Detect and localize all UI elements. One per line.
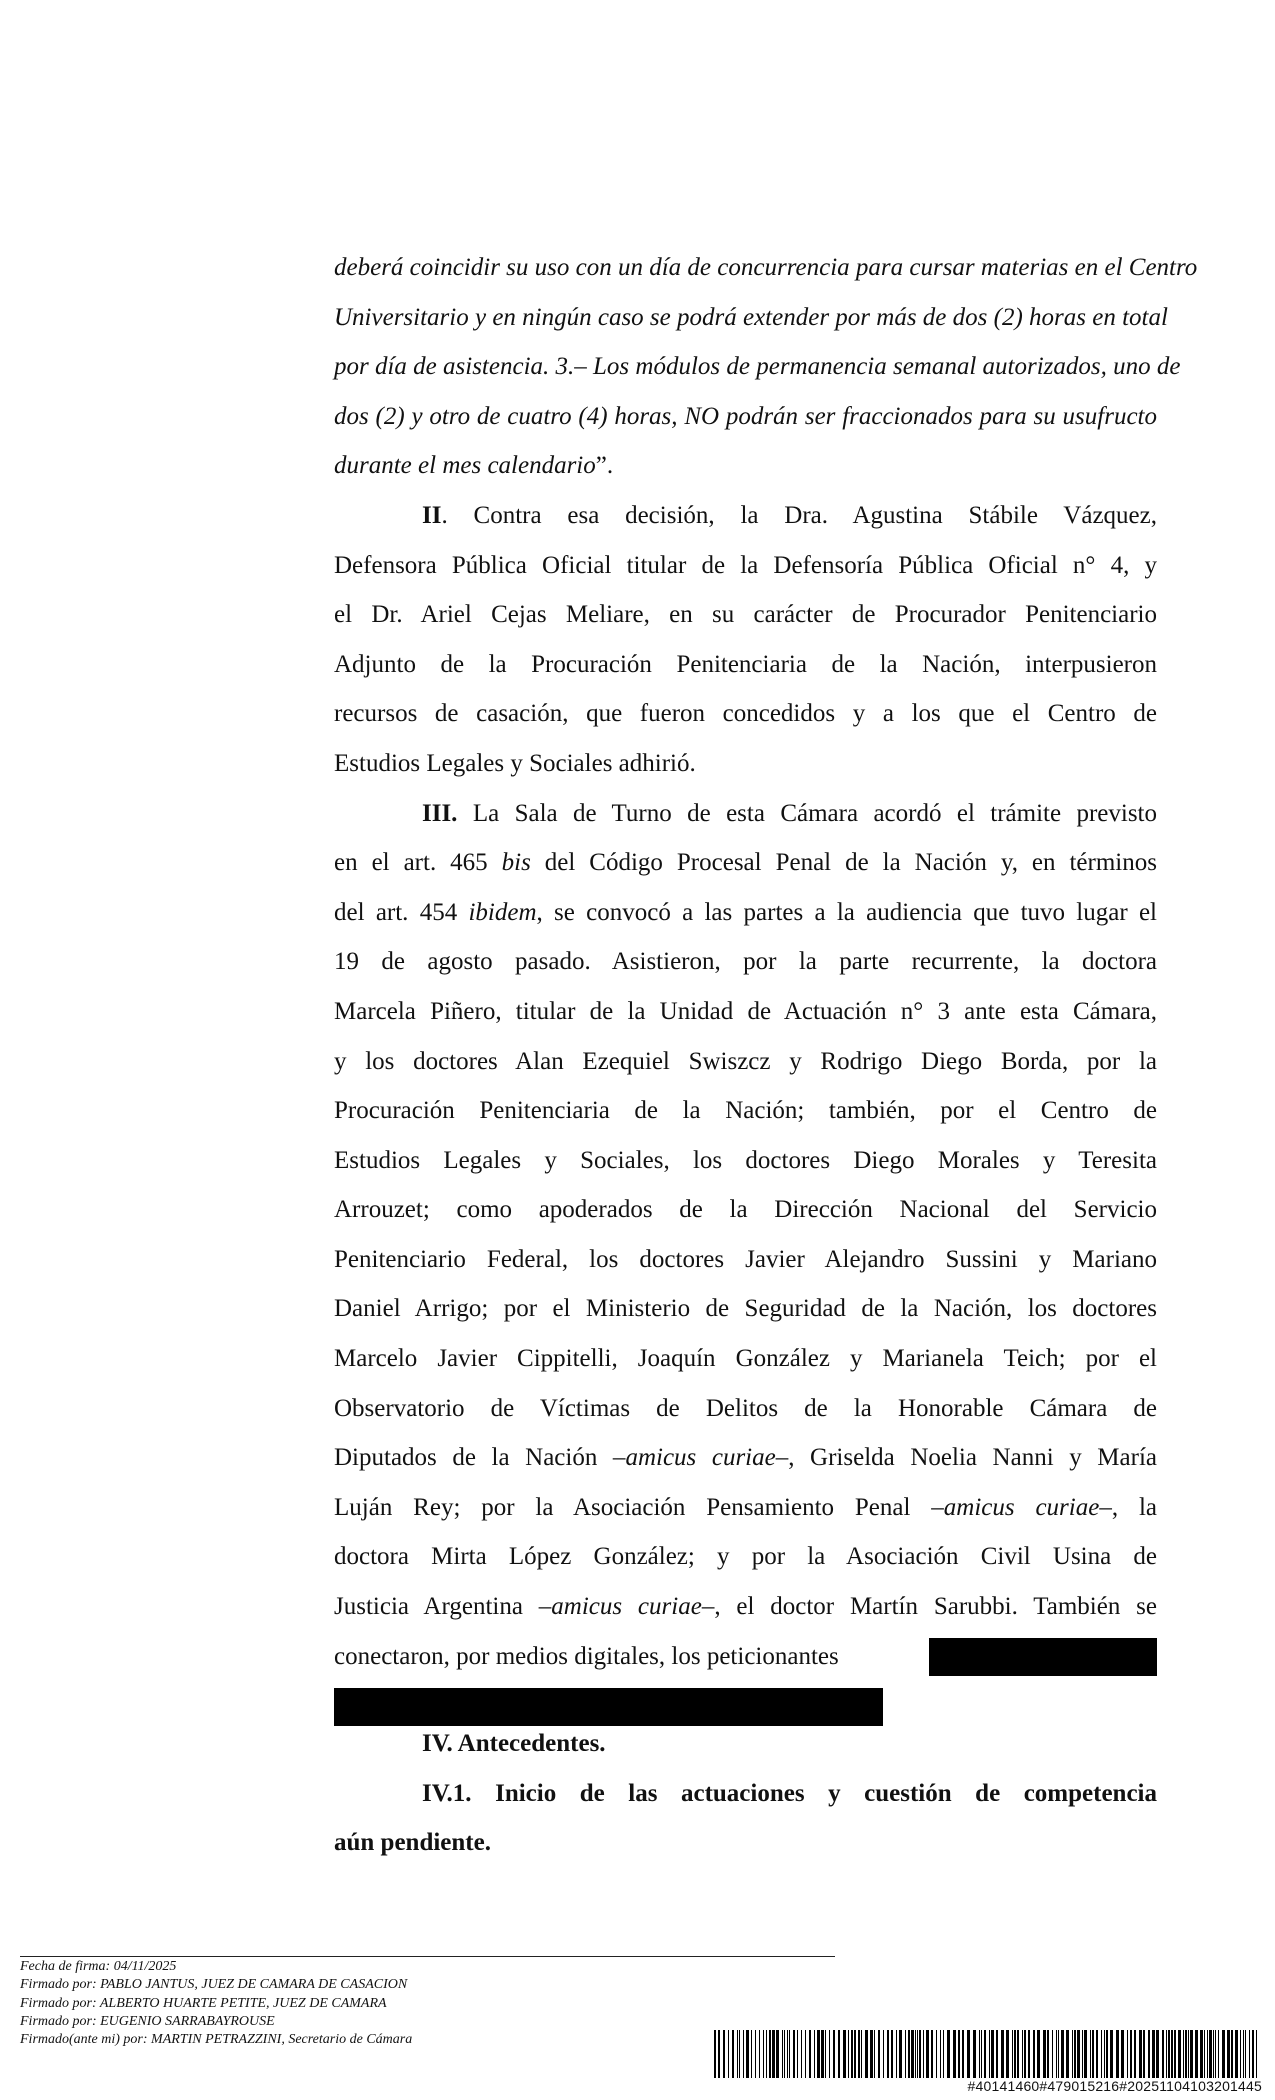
body-line: Diputados de la Nación –amicus curiae–, Griselda Noelia Nanni y María xyxy=(334,1444,1157,1472)
barcode-bar xyxy=(911,2030,914,2078)
barcode-bar xyxy=(1200,2030,1203,2078)
barcode-bar xyxy=(1056,2030,1057,2078)
barcode-bar xyxy=(1227,2030,1230,2078)
barcode-bar xyxy=(746,2030,749,2078)
body-line: Estudios Legales y Sociales, los doctores Diego Morales y Teresita xyxy=(334,1146,1157,1174)
barcode-bar xyxy=(991,2030,994,2078)
barcode-bar xyxy=(1022,2030,1023,2078)
barcode-bar xyxy=(1183,2030,1184,2078)
barcode-bar xyxy=(923,2030,924,2078)
barcode-bar xyxy=(793,2030,795,2078)
barcode-bar xyxy=(1001,2030,1004,2078)
barcode-bar xyxy=(843,2030,846,2078)
body-line: 19 de agosto pasado. Asistieron, por la parte recurrente, la doctora xyxy=(334,948,1157,976)
barcode-bar xyxy=(1134,2030,1136,2078)
barcode-bar xyxy=(1084,2030,1087,2078)
body-line: deberá coincidir su uso con un día de concurrencia para cursar materias en el Centro xyxy=(334,254,1198,281)
barcode-bar xyxy=(1152,2030,1155,2078)
barcode-number: #40141460#479015216#20251104103201445 xyxy=(967,2078,1262,2094)
signature-date: Fecha de firma: 04/11/2025 xyxy=(20,1959,177,1974)
barcode-bar xyxy=(784,2030,785,2078)
barcode-bar xyxy=(838,2030,840,2078)
section-numeral: II xyxy=(422,501,442,529)
barcode-bar xyxy=(821,2030,824,2078)
barcode-bar xyxy=(1006,2030,1009,2078)
body-line: recursos de casación, que fueron concedidos y a los que el Centro de xyxy=(334,700,1157,728)
barcode-bar xyxy=(1162,2030,1164,2078)
heading-antecedentes: IV. Antecedentes. xyxy=(422,1730,606,1757)
body-line: dos (2) y otro de cuatro (4) horas, NO podrán ser fraccionados para su usufructo xyxy=(334,402,1157,430)
barcode-bar xyxy=(1204,2030,1205,2078)
barcode-bar xyxy=(766,2030,767,2078)
barcode-bar xyxy=(899,2030,902,2078)
barcode-bar xyxy=(1130,2030,1132,2078)
barcode-bar xyxy=(931,2030,933,2078)
barcode-bar xyxy=(1121,2030,1124,2078)
barcode-bar xyxy=(905,2030,906,2078)
barcode-bar xyxy=(782,2030,783,2078)
barcode-bar xyxy=(1047,2030,1049,2078)
barcode-bar xyxy=(848,2030,849,2078)
redaction-box xyxy=(929,1638,1157,1676)
barcode-bar xyxy=(1077,2030,1080,2078)
barcode-bar xyxy=(1249,2030,1250,2078)
barcode-bar xyxy=(874,2030,875,2078)
barcode-bar xyxy=(1043,2030,1046,2078)
barcode-bar xyxy=(1188,2030,1189,2078)
body-line: doctora Mirta López González; y por la Asociación Civil Usina de xyxy=(334,1543,1157,1571)
barcode-bar xyxy=(915,2030,916,2078)
body-line: Marcelo Javier Cippitelli, Joaquín González y Marianela Teich; por el xyxy=(334,1345,1157,1373)
barcode-bar xyxy=(1110,2030,1113,2078)
barcode-bar xyxy=(1171,2030,1173,2078)
barcode-bar xyxy=(851,2030,853,2078)
barcode-bar xyxy=(919,2030,921,2078)
body-line: Daniel Arrigo; por el Ministerio de Seguridad de la Nación, los doctores xyxy=(334,1295,1157,1323)
barcode-bar xyxy=(814,2030,815,2078)
barcode-bar xyxy=(743,2030,744,2078)
barcode-bar xyxy=(1139,2030,1142,2078)
section-heading-iv xyxy=(334,1719,1157,1868)
barcode-bar xyxy=(1252,2030,1254,2078)
barcode-bar xyxy=(1185,2030,1187,2078)
barcode-bar xyxy=(805,2030,806,2078)
barcode-bar xyxy=(1190,2030,1193,2078)
barcode-bar xyxy=(1222,2030,1225,2078)
barcode-bar xyxy=(1072,2030,1073,2078)
barcode-bar xyxy=(1061,2030,1064,2078)
barcode-bar xyxy=(797,2030,798,2078)
body-line: Arrouzet; como apoderados de la Dirección Nacional del Servicio xyxy=(334,1196,1157,1224)
barcode-bar xyxy=(1240,2030,1241,2078)
barcode-bar xyxy=(854,2030,856,2078)
barcode-bar xyxy=(1058,2030,1059,2078)
barcode-bar xyxy=(896,2030,897,2078)
barcode-bar xyxy=(947,2030,950,2078)
signature-line: Firmado por: ALBERTO HUARTE PETITE, JUEZ DE CAMARA xyxy=(20,1995,387,2011)
body-line: y los doctores Alan Ezequiel Swiszcz y Rodrigo Diego Borda, por la xyxy=(334,1047,1157,1075)
barcode-bar xyxy=(1017,2030,1019,2078)
barcode-bar xyxy=(891,2030,893,2078)
barcode-bar xyxy=(1116,2030,1119,2078)
barcode-bar xyxy=(1014,2030,1016,2078)
body-line: Marcela Piñero, titular de la Unidad de Actuación n° 3 ante esta Cámara, xyxy=(334,997,1157,1025)
barcode-bar xyxy=(1066,2030,1069,2078)
barcode-bar xyxy=(759,2030,760,2078)
barcode-bar xyxy=(1148,2030,1150,2078)
barcode-bar xyxy=(769,2030,771,2078)
body-line: Penitenciario Federal, los doctores Javier Alejandro Sussini y Mariano xyxy=(334,1245,1157,1273)
barcode-bar xyxy=(861,2030,862,2078)
body-line: Universitario y en ningún caso se podrá extender por más de dos (2) horas en total xyxy=(334,303,1168,331)
barcode-bar xyxy=(817,2030,820,2078)
paragraph-iii-start: III. La Sala de Turno de esta Cámara acordó el trámite previsto xyxy=(422,799,1157,827)
barcode-bar xyxy=(936,2030,937,2078)
barcode-bar xyxy=(1256,2030,1257,2078)
barcode-bar xyxy=(984,2030,986,2078)
barcode-bar xyxy=(958,2030,960,2078)
barcode-bar xyxy=(1235,2030,1238,2078)
barcode-bar xyxy=(1231,2030,1233,2078)
barcode-bar xyxy=(723,2030,725,2078)
barcode-bar xyxy=(1195,2030,1198,2078)
document-body xyxy=(334,243,1198,1731)
barcode-bar xyxy=(1243,2030,1244,2078)
barcode xyxy=(712,2030,1262,2078)
barcode-bar xyxy=(1207,2030,1208,2078)
barcode-bar xyxy=(967,2030,970,2078)
body-line: Adjunto de la Procuración Penitenciaria de la Nación, interpusieron xyxy=(334,650,1157,678)
barcode-bar xyxy=(801,2030,802,2078)
barcode-bar xyxy=(865,2030,868,2078)
barcode-bar xyxy=(1092,2030,1094,2078)
barcode-bar xyxy=(1090,2030,1091,2078)
body-line: durante el mes calendario”. xyxy=(334,452,614,480)
barcode-bar xyxy=(829,2030,830,2078)
barcode-bar xyxy=(953,2030,956,2078)
barcode-bar xyxy=(962,2030,964,2078)
barcode-bar xyxy=(1166,2030,1167,2078)
barcode-bar xyxy=(718,2030,720,2078)
barcode-bar xyxy=(1245,2030,1246,2078)
barcode-bar xyxy=(1178,2030,1181,2078)
body-line: Observatorio de Víctimas de Delitos de la Honorable Cámara de xyxy=(334,1394,1157,1422)
barcode-bar xyxy=(858,2030,860,2078)
section-numeral: III. xyxy=(422,799,458,827)
barcode-bar xyxy=(1052,2030,1053,2078)
barcode-bar xyxy=(1104,2030,1105,2078)
barcode-bar xyxy=(908,2030,910,2078)
body-line: Justicia Argentina –amicus curiae–, el doctor Martín Sarubbi. También se xyxy=(334,1593,1157,1621)
barcode-bar xyxy=(1127,2030,1128,2078)
barcode-bar xyxy=(1106,2030,1108,2078)
barcode-bar xyxy=(1215,2030,1216,2078)
barcode-bar xyxy=(763,2030,764,2078)
body-line: Estudios Legales y Sociales adhirió. xyxy=(334,749,696,777)
barcode-bar xyxy=(917,2030,918,2078)
barcode-bar xyxy=(732,2030,734,2078)
barcode-bar xyxy=(981,2030,982,2078)
barcode-bar xyxy=(1012,2030,1013,2078)
body-line: del art. 454 ibidem, se convocó a las partes a la audiencia que tuvo lugar el xyxy=(334,898,1157,926)
barcode-bar xyxy=(1028,2030,1030,2078)
barcode-bar xyxy=(714,2030,716,2078)
barcode-bar xyxy=(755,2030,756,2078)
signature-line: Firmado por: PABLO JANTUS, JUEZ DE CAMARA DE CASACION xyxy=(20,1977,408,1993)
barcode-bar xyxy=(825,2030,826,2078)
barcode-bar xyxy=(1096,2030,1098,2078)
heading-iv-1: IV.1. Inicio de las actuaciones y cuestión de competencia xyxy=(422,1779,1157,1807)
barcode-bar xyxy=(996,2030,998,2078)
barcode-bar xyxy=(737,2030,738,2078)
barcode-bar xyxy=(1082,2030,1083,2078)
barcode-bar xyxy=(887,2030,889,2078)
barcode-bar xyxy=(1024,2030,1026,2078)
barcode-bar xyxy=(979,2030,980,2078)
barcode-bar xyxy=(1074,2030,1076,2078)
body-line: conectaron, por medios digitales, los peticionantes xyxy=(334,1632,1157,1682)
barcode-bar xyxy=(870,2030,873,2078)
barcode-bar xyxy=(751,2030,752,2078)
barcode-bar xyxy=(973,2030,976,2078)
heading-iv-1-cont: aún pendiente. xyxy=(334,1829,491,1857)
barcode-bar xyxy=(739,2030,740,2078)
signature-block xyxy=(20,1958,412,2049)
barcode-bar xyxy=(989,2030,990,2078)
barcode-bar xyxy=(1101,2030,1102,2078)
barcode-bar xyxy=(1033,2030,1035,2078)
barcode-bar xyxy=(787,2030,788,2078)
barcode-bar xyxy=(1218,2030,1219,2078)
body-line: Luján Rey; por la Asociación Pensamiento Penal –amicus curiae–, la xyxy=(334,1493,1157,1521)
barcode-bar xyxy=(1209,2030,1212,2078)
body-line: en el art. 465 bis del Código Procesal Penal de la Nación y, en términos xyxy=(334,849,1157,877)
barcode-bar xyxy=(772,2030,775,2078)
barcode-bar xyxy=(776,2030,779,2078)
barcode-bar xyxy=(789,2030,790,2078)
paragraph-ii-start: II. Contra esa decisión, la Dra. Agustina Stábile Vázquez, xyxy=(422,501,1157,529)
barcode-bar xyxy=(878,2030,880,2078)
body-line: Procuración Penitenciaria de la Nación; también, por el Centro de xyxy=(334,1097,1157,1125)
barcode-bar xyxy=(809,2030,811,2078)
barcode-bar xyxy=(1174,2030,1176,2078)
barcode-bar xyxy=(940,2030,941,2078)
barcode-bar xyxy=(1143,2030,1145,2078)
barcode-bar xyxy=(728,2030,729,2078)
body-line: Defensora Pública Oficial titular de la Defensoría Pública Oficial n° 4, y xyxy=(334,551,1157,579)
barcode-bar xyxy=(926,2030,929,2078)
barcode-bar xyxy=(1156,2030,1159,2078)
barcode-bar xyxy=(1213,2030,1214,2078)
footer-divider xyxy=(20,1956,835,1957)
barcode-bar xyxy=(1037,2030,1040,2078)
barcode-bar xyxy=(883,2030,884,2078)
signature-line: Firmado por: EUGENIO SARRABAYROUSE xyxy=(20,2013,275,2029)
body-line: por día de asistencia. 3.– Los módulos de permanencia semanal autorizados, uno de xyxy=(334,353,1181,381)
body-line: el Dr. Ariel Cejas Meliare, en su carácter de Procurador Penitenciario xyxy=(334,601,1157,629)
signature-line: Firmado(ante mi) por: MARTIN PETRAZZINI, Secretario de Cámara xyxy=(20,2032,413,2048)
barcode-bar xyxy=(1168,2030,1170,2078)
barcode-bar xyxy=(943,2030,944,2078)
barcode-bar xyxy=(833,2030,835,2078)
